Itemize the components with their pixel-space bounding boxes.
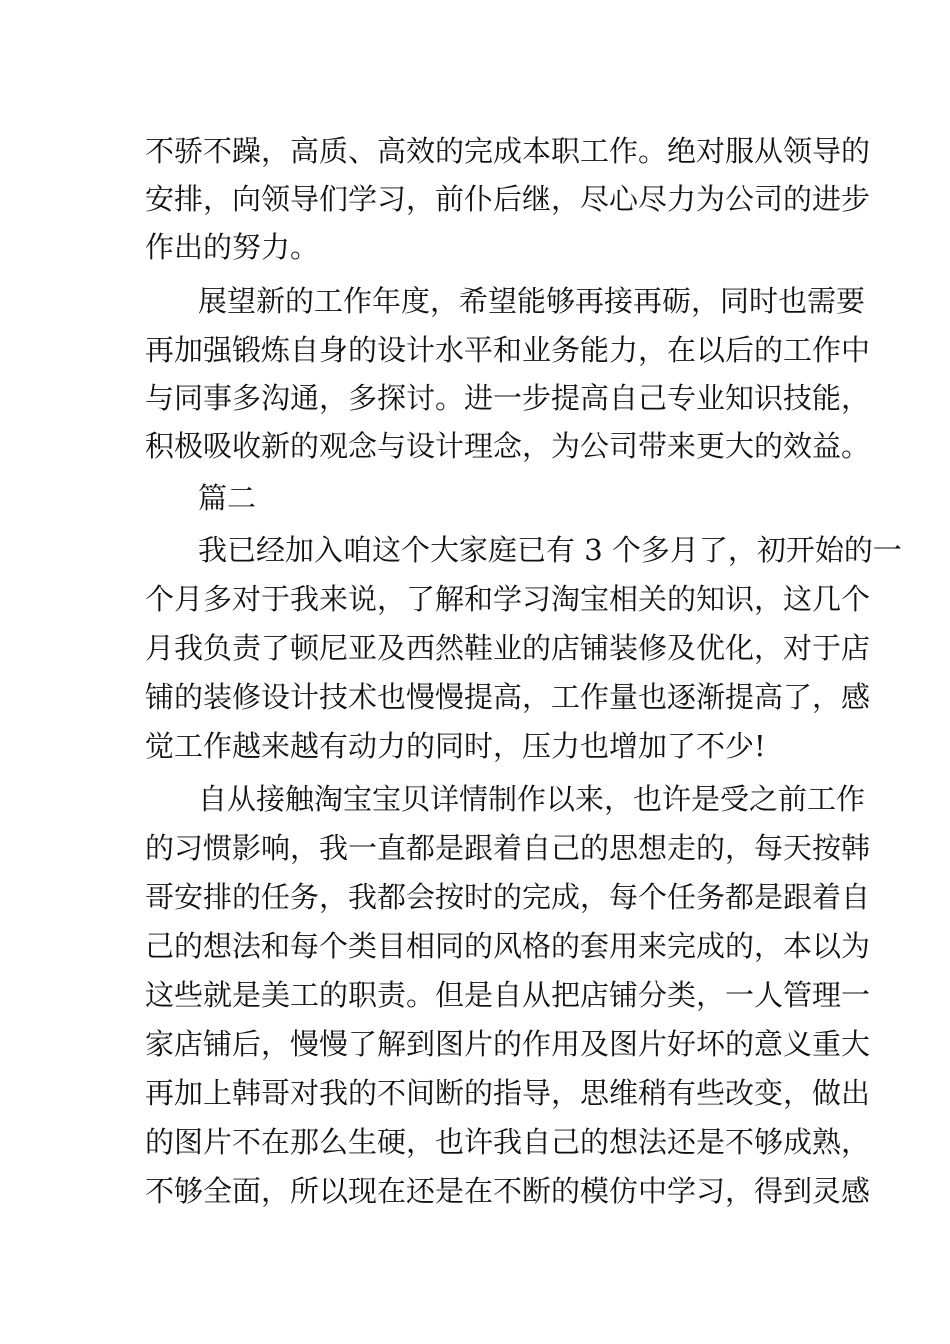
text-line: 再加上韩哥对我的不间断的指导，思维稍有些改变，做出 <box>145 1076 871 1110</box>
text-line-indented: 自从接触淘宝宝贝详情制作以来，也许是受之前工作 <box>198 782 866 816</box>
text-line: 不够全面，所以现在还是在不断的模仿中学习，得到灵感 <box>145 1174 871 1208</box>
text-line: 铺的装修设计技术也慢慢提高，工作量也逐渐提高了，感 <box>145 680 871 714</box>
text-line-indented: 我已经加入咱这个大家庭已有 3 个多月了，初开始的一 <box>198 533 902 567</box>
text-line: 家店铺后，慢慢了解到图片的作用及图片好坏的意义重大 <box>145 1027 871 1061</box>
text-line: 积极吸收新的观念与设计理念，为公司带来更大的效益。 <box>145 429 871 463</box>
text-line: 再加强锻炼自身的设计水平和业务能力，在以后的工作中 <box>145 333 871 367</box>
text-line: 安排，向领导们学习，前仆后继，尽心尽力为公司的进步 <box>145 182 871 216</box>
section-heading: 篇二 <box>198 481 257 515</box>
text-line: 作出的努力。 <box>145 230 320 264</box>
text-line: 己的想法和每个类目相同的风格的套用来完成的，本以为 <box>145 929 871 963</box>
text-line: 月我负责了顿尼亚及西然鞋业的店铺装修及优化，对于店 <box>145 631 871 665</box>
text-line: 觉工作越来越有动力的同时，压力也增加了不少! <box>145 729 766 763</box>
text-line: 个月多对于我来说，了解和学习淘宝相关的知识，这几个 <box>145 582 871 616</box>
text-line: 这些就是美工的职责。但是自从把店铺分类，一人管理一 <box>145 978 871 1012</box>
text-line: 与同事多沟通，多探讨。进一步提高自己专业知识技能， <box>145 381 871 415</box>
text-line: 的图片不在那么生硬，也许我自己的想法还是不够成熟， <box>145 1125 871 1159</box>
text-line: 哥安排的任务，我都会按时的完成，每个任务都是跟着自 <box>145 880 871 914</box>
text-line: 的习惯影响，我一直都是跟着自己的思想走的，每天按韩 <box>145 831 871 865</box>
text-line: 不骄不躁，高质、高效的完成本职工作。绝对服从领导的 <box>145 134 871 168</box>
text-line-indented: 展望新的工作年度，希望能够再接再砺，同时也需要 <box>198 284 866 318</box>
